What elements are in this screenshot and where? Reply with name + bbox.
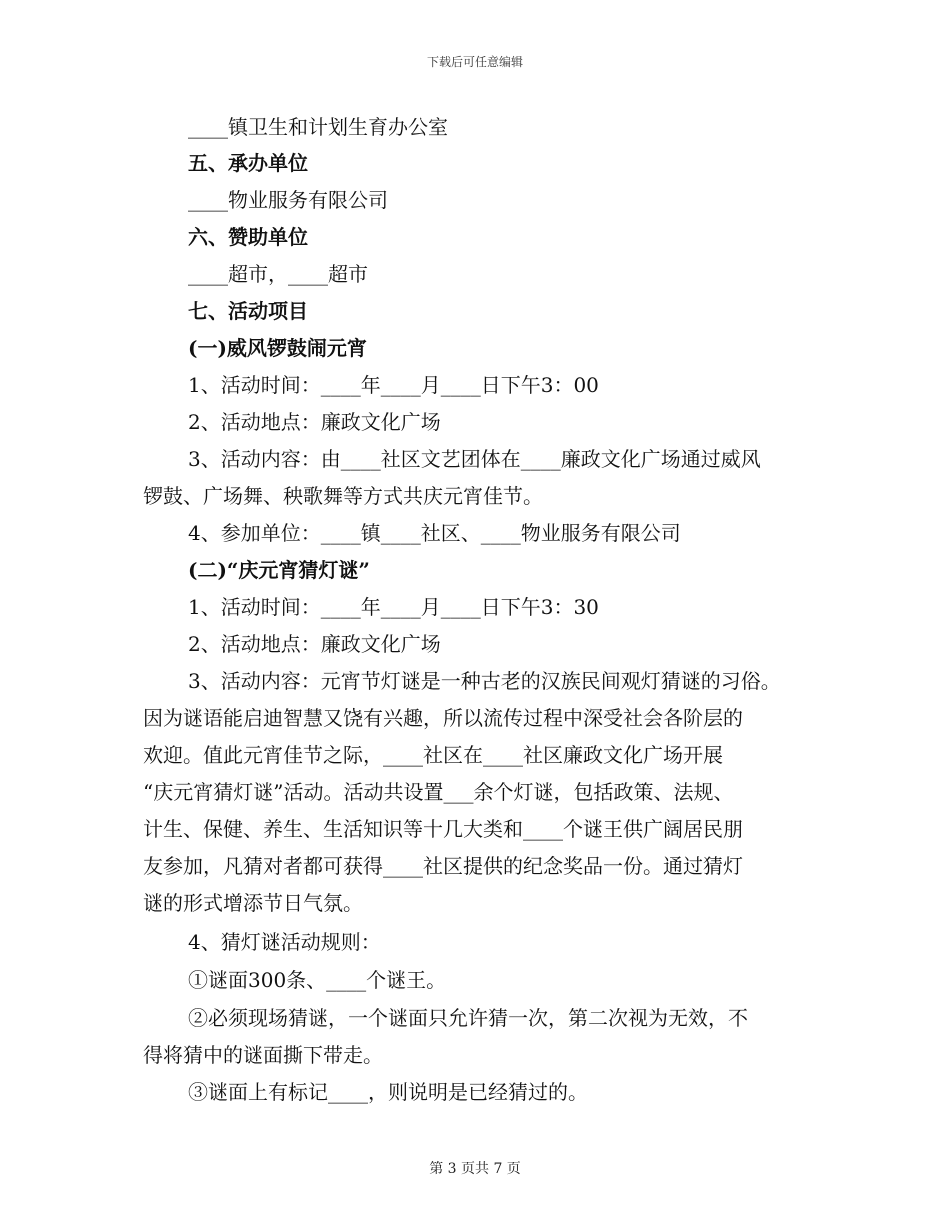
line-22: 谜的形式增添节日气氛。 [143,891,363,915]
section-heading-5: 五、承办单位 [188,151,308,175]
subsection-heading-1: (一)威风锣鼓闹元宵 [188,336,367,360]
line-10: 3、活动内容：由____社区文艺团体在____廉政文化广场通过威风 [188,447,761,471]
line-27: ③谜面上有标记____，则说明是已经猜过的。 [188,1080,588,1104]
line-20: 计生、保健、养生、生活知识等十几大类和____个谜王供广阔居民朋 [143,817,743,841]
line-25: ②必须现场猜谜，一个谜面只允许猜一次，第二次视为无效，不 [188,1006,748,1030]
line-19: “庆元宵猜灯谜”活动。活动共设置___余个灯谜，包括政策、法规、 [143,780,734,804]
line-26: 得将猜中的谜面撕下带走。 [143,1043,383,1067]
line-12: 4、参加单位：____镇____社区、____物业服务有限公司 [188,521,681,545]
line-18: 欢迎。值此元宵佳节之际，____社区在____社区廉政文化广场开展 [143,743,723,767]
page-header: 下载后可任意编辑 [426,55,523,69]
section-heading-6: 六、赞助单位 [188,225,308,249]
section-heading-7: 七、活动项目 [188,299,308,323]
subsection-heading-2: (二)“庆元宵猜灯谜” [188,558,370,582]
line-24: ①谜面300条、____个谜王。 [188,968,447,992]
line-8: 1、活动时间：____年____月____日下午3：00 [188,373,599,397]
line-16: 3、活动内容：元宵节灯谜是一种古老的汉族民间观灯猜谜的习俗。 [188,669,781,693]
line-9: 2、活动地点：廉政文化广场 [188,410,441,434]
line-5: ____超市，____超市 [188,262,368,286]
line-11: 锣鼓、广场舞、秧歌舞等方式共庆元宵佳节。 [143,484,543,508]
line-3: ____物业服务有限公司 [188,188,388,212]
page-footer: 第 3 页共 7 页 [429,1161,521,1177]
line-21: 友参加，凡猜对者都可获得____社区提供的纪念奖品一份。通过猜灯 [143,854,743,878]
line-23: 4、猜灯谜活动规则： [188,930,381,954]
line-1: ____镇卫生和计划生育办公室 [188,115,448,139]
line-14: 1、活动时间：____年____月____日下午3：30 [188,595,599,619]
line-15: 2、活动地点：廉政文化广场 [188,632,441,656]
line-17: 因为谜语能启迪智慧又饶有兴趣，所以流传过程中深受社会各阶层的 [143,706,743,730]
